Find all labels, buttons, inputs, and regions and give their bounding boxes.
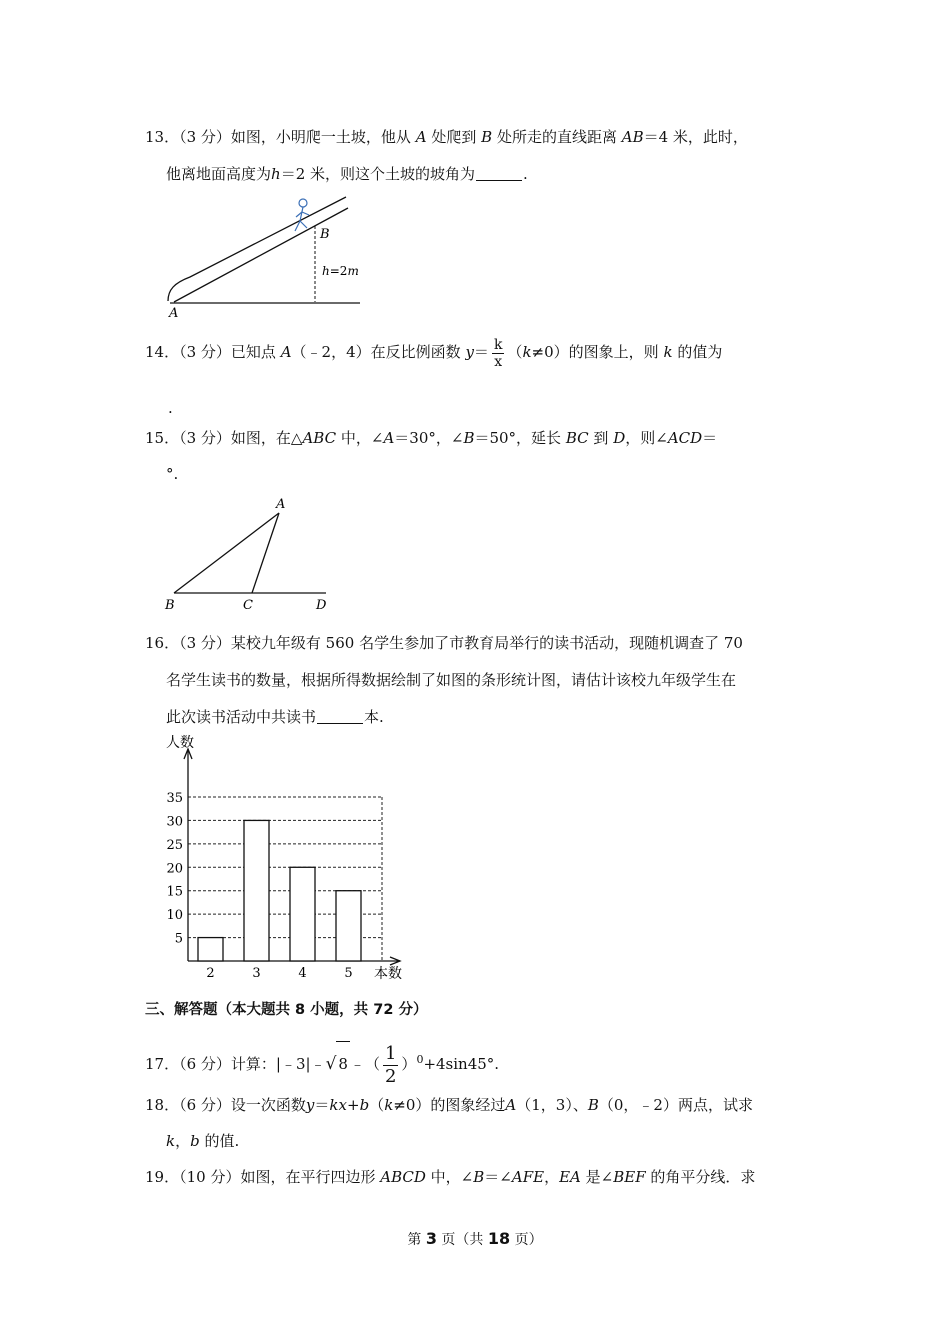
q15-line1 bbox=[145, 428, 717, 448]
q17-text: ） bbox=[401, 1055, 417, 1073]
q18-line2 bbox=[166, 1131, 239, 1151]
q15-text: °. bbox=[166, 465, 179, 483]
q19-text: ， bbox=[544, 1168, 560, 1186]
q13-text: ＝2 米，则这个土坡的坡角为 bbox=[280, 165, 476, 183]
q17-sqrt-sign: √ bbox=[325, 1054, 337, 1074]
q13-label-h: h=2m bbox=[322, 264, 359, 278]
q14-text: 已知点 bbox=[230, 343, 276, 361]
q14-var-y: y bbox=[465, 343, 474, 361]
q13-line2 bbox=[166, 164, 528, 184]
q19-text: ＝∠ bbox=[484, 1168, 512, 1186]
section-3-title: 三、解答题（本大题共 8 小题，共 72 分） bbox=[145, 1002, 428, 1018]
q19-parallelogram: ABCD bbox=[380, 1168, 426, 1186]
q17-text: ﹣（ bbox=[349, 1055, 380, 1073]
q13-label-b: B bbox=[320, 227, 330, 242]
q14-text: 在反比例函数 bbox=[370, 343, 461, 361]
bar bbox=[336, 891, 361, 961]
q18-eq: ＝ bbox=[314, 1096, 330, 1114]
y-tick-label: 15 bbox=[166, 884, 183, 900]
q13-text: 处所走的直线距离 bbox=[496, 128, 617, 146]
x-tick-label: 3 bbox=[252, 966, 261, 981]
q13-point-b: B bbox=[481, 128, 493, 146]
q15-side-ac bbox=[252, 513, 279, 593]
q13-number: 13． bbox=[145, 128, 180, 146]
q14-text: 的值为 bbox=[677, 343, 723, 361]
q15-segment-bc: BC bbox=[565, 429, 589, 447]
bar bbox=[198, 938, 223, 961]
q18-text: ≠0） bbox=[393, 1096, 431, 1114]
q14-line1 bbox=[145, 335, 722, 370]
q14-point-a: A bbox=[280, 343, 292, 361]
q17-fraction bbox=[383, 1043, 398, 1088]
q14-line2 bbox=[166, 398, 173, 418]
q13-line1 bbox=[145, 127, 748, 147]
q13-point-a: A bbox=[415, 128, 427, 146]
q14-text: （ bbox=[507, 343, 523, 361]
q18-var-k: k bbox=[384, 1096, 394, 1114]
q14-frac-den: x bbox=[494, 353, 503, 370]
q19-segment-ea: EA bbox=[559, 1168, 581, 1186]
q16-line1 bbox=[145, 633, 743, 653]
q16-line3 bbox=[166, 707, 384, 727]
y-tick-label: 5 bbox=[174, 931, 183, 947]
q19-angle-bef: BEF bbox=[613, 1168, 646, 1186]
x-tick-label: 2 bbox=[206, 966, 215, 981]
q14-text: ≠0） bbox=[531, 343, 569, 361]
q15-point-d: D bbox=[613, 429, 626, 447]
q17-text: 计算：|﹣3|﹣ bbox=[230, 1055, 326, 1073]
q18-point-a: A bbox=[505, 1096, 517, 1114]
q15-label-b: B bbox=[165, 598, 175, 613]
q18-line1 bbox=[145, 1095, 753, 1115]
x-tick-label: 4 bbox=[298, 966, 307, 981]
q15-score: （3 分） bbox=[179, 429, 231, 447]
q14-var-k: k bbox=[663, 343, 673, 361]
q13-figure bbox=[160, 195, 370, 320]
q16-text: 某校九年级有 560 名学生参加了市教育局举行的读书活动，现随机调查了 70 bbox=[230, 634, 743, 652]
footer-text: 第 bbox=[407, 1232, 426, 1248]
q13-person-figure bbox=[295, 199, 309, 231]
q15-text: 中，∠ bbox=[340, 429, 384, 447]
q18-text: 设一次函数 bbox=[230, 1096, 306, 1114]
q13-text: 如图，小明爬一土坡，他从 bbox=[230, 128, 411, 146]
bar bbox=[244, 820, 269, 961]
q18-coord-a: （1，3）、 bbox=[516, 1096, 588, 1114]
x-axis-label: 本数 bbox=[374, 966, 402, 982]
q15-figure bbox=[160, 492, 340, 614]
q18-text: 的图象经过 bbox=[430, 1096, 506, 1114]
q15-text: 到 bbox=[593, 429, 609, 447]
q15-text: 如图，在△ bbox=[230, 429, 303, 447]
q13-answer-blank[interactable] bbox=[476, 166, 522, 181]
q16-number: 16． bbox=[145, 634, 180, 652]
q16-text: 本. bbox=[364, 708, 384, 726]
q13-text: . bbox=[523, 165, 528, 183]
q18-var-y: y bbox=[305, 1096, 315, 1114]
y-tick-label: 10 bbox=[166, 908, 183, 924]
q15-side-ab bbox=[174, 513, 279, 593]
q14-number: 14． bbox=[145, 343, 180, 361]
q14-score: （3 分） bbox=[179, 343, 231, 361]
q18-number: 18． bbox=[145, 1096, 180, 1114]
q19-number: 19． bbox=[145, 1168, 180, 1186]
q17-frac-den: 2 bbox=[384, 1065, 397, 1087]
q15-label-c: C bbox=[243, 598, 253, 613]
q15-text: ＝50°，延长 bbox=[474, 429, 562, 447]
q13-var-h: h bbox=[271, 165, 281, 183]
q17-sqrt-value: 8 bbox=[336, 1041, 350, 1086]
q17-text: +4sin45°. bbox=[423, 1055, 500, 1073]
q19-angle-afe: AFE bbox=[511, 1168, 545, 1186]
footer-text: 页） bbox=[510, 1232, 543, 1248]
q18-text: （ bbox=[369, 1096, 385, 1114]
q15-label-a: A bbox=[276, 497, 286, 512]
y-tick-label: 25 bbox=[166, 837, 183, 853]
q13-text: ＝4 米，此时， bbox=[643, 128, 748, 146]
q14-var-k: k bbox=[522, 343, 532, 361]
q19-text: 如图，在平行四边形 bbox=[240, 1168, 376, 1186]
q13-slope-lower bbox=[174, 208, 348, 302]
q17-score: （6 分） bbox=[179, 1055, 231, 1073]
q15-line2 bbox=[166, 464, 178, 484]
q19-line1 bbox=[145, 1167, 755, 1187]
x-tick-label: 5 bbox=[344, 966, 353, 981]
q14-frac-num: k bbox=[493, 336, 503, 353]
y-tick-label: 35 bbox=[166, 791, 183, 806]
q19-score: （10 分） bbox=[179, 1168, 241, 1186]
y-tick-label: 20 bbox=[166, 861, 183, 877]
q17-number: 17． bbox=[145, 1055, 180, 1073]
q17-exponent: 0 bbox=[416, 1053, 424, 1066]
q17-line bbox=[145, 1038, 499, 1088]
q13-segment-ab: AB bbox=[621, 128, 644, 146]
q18-text: ， bbox=[175, 1132, 191, 1150]
q16-line2 bbox=[166, 670, 736, 690]
q15-number: 15． bbox=[145, 429, 180, 447]
q13-text: 他离地面高度为 bbox=[166, 165, 272, 183]
q15-angle-b: B bbox=[463, 429, 475, 447]
q18-plus: + bbox=[346, 1096, 360, 1114]
q18-var-b: b bbox=[190, 1132, 200, 1150]
page-footer bbox=[0, 1229, 950, 1249]
q15-label-d: D bbox=[316, 598, 327, 613]
q14-eq: ＝ bbox=[473, 343, 489, 361]
q15-angle-a: A bbox=[383, 429, 395, 447]
q19-text: 是∠ bbox=[585, 1168, 614, 1186]
q19-text: 中，∠ bbox=[430, 1168, 474, 1186]
q13-slope-upper bbox=[168, 197, 346, 301]
footer-page-number: 3 bbox=[425, 1229, 437, 1248]
q14-coords: （﹣2，4） bbox=[291, 343, 371, 361]
q15-angle-acd: ACD bbox=[667, 429, 703, 447]
q16-answer-blank[interactable] bbox=[317, 709, 363, 724]
y-tick-label: 30 bbox=[166, 814, 183, 830]
q18-point-b: B bbox=[587, 1096, 599, 1114]
bar bbox=[290, 867, 315, 961]
footer-total-pages: 18 bbox=[487, 1229, 511, 1248]
y-axis-label: 人数 bbox=[166, 735, 194, 751]
q15-triangle: ABC bbox=[302, 429, 337, 447]
q19-angle-b: B bbox=[473, 1168, 485, 1186]
q14-fraction bbox=[492, 337, 504, 370]
q18-coord-b: （0，﹣2）两点，试求 bbox=[598, 1096, 753, 1114]
footer-text: 页（共 bbox=[436, 1232, 488, 1248]
q16-text: 名学生读书的数量，根据所得数据绘制了如图的条形统计图，请估计该校九年级学生在 bbox=[166, 671, 737, 689]
q13-score: （3 分） bbox=[179, 128, 231, 146]
q16-bar-chart bbox=[160, 735, 420, 983]
q16-score: （3 分） bbox=[179, 634, 231, 652]
q18-score: （6 分） bbox=[179, 1096, 231, 1114]
q15-text: ＝ bbox=[702, 429, 718, 447]
q18-var-k: k bbox=[166, 1132, 176, 1150]
q13-label-a: A bbox=[169, 306, 179, 321]
q15-text: ＝30°，∠ bbox=[394, 429, 464, 447]
q14-text: 的图象上，则 bbox=[568, 343, 659, 361]
q19-text: 的角平分线．求 bbox=[650, 1168, 756, 1186]
q16-text: 此次读书活动中共读书 bbox=[166, 708, 317, 726]
q18-kx: kx bbox=[329, 1096, 347, 1114]
q15-text: ，则∠ bbox=[625, 429, 668, 447]
q18-var-b: b bbox=[359, 1096, 370, 1114]
q13-text: 处爬到 bbox=[431, 128, 477, 146]
q17-frac-num: 1 bbox=[384, 1042, 397, 1064]
q14-text: . bbox=[168, 399, 173, 417]
q18-text: 的值. bbox=[204, 1132, 240, 1150]
